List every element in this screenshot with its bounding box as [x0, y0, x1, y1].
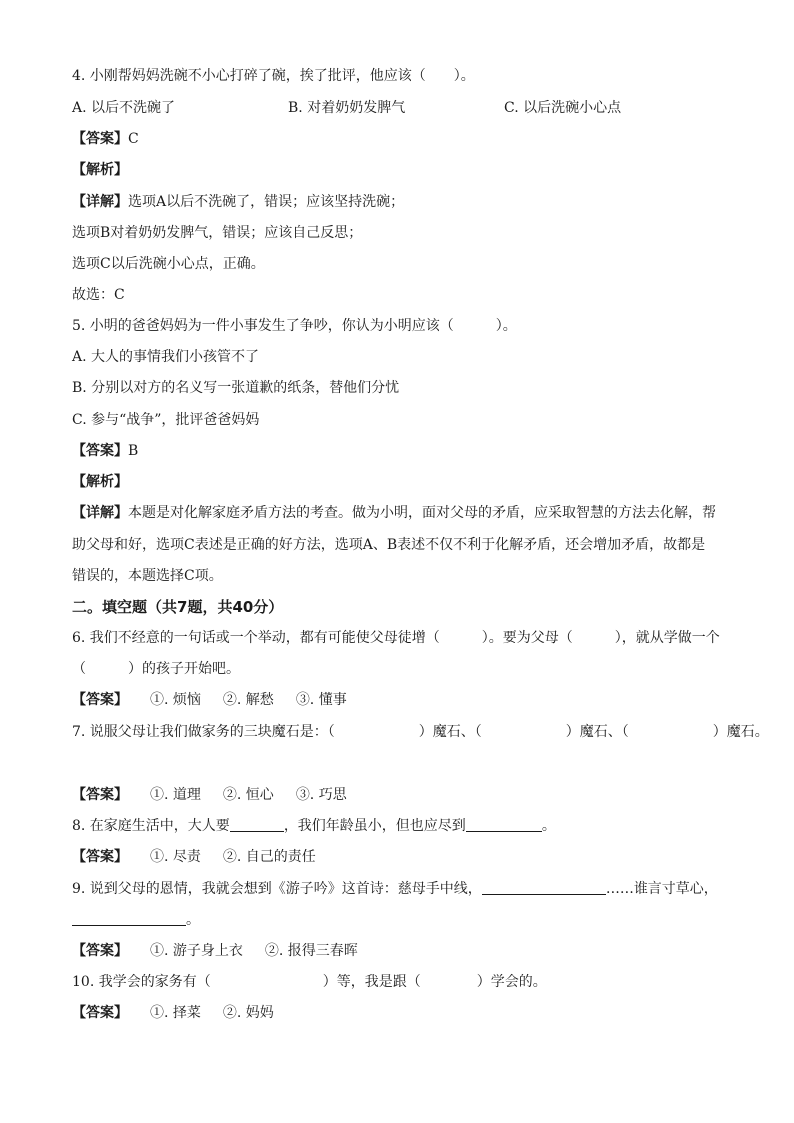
- q10-answer-2: ②. 妈妈: [222, 1005, 274, 1021]
- q9-stem-line-2: [72, 910, 200, 930]
- q4-stem: 4. 小刚帮妈妈洗碗不小心打碎了碗，挨了批评，他应该（ ）。: [72, 68, 475, 84]
- q5-detail-line-1: [72, 503, 716, 523]
- q9-stem-b: ……谁言寸草心，: [605, 881, 718, 897]
- q4-option-c: C. 以后洗碗小心点: [504, 100, 622, 116]
- q4-conclusion: 故选：C: [72, 287, 125, 303]
- answer-tag: 【答案】: [72, 943, 128, 959]
- q10-answer-line: [72, 1003, 274, 1023]
- answer-tag: 【答案】: [72, 787, 128, 803]
- q4-detail-line-1: [72, 192, 404, 212]
- q4-option-b: B. 对着奶奶发脾气: [288, 100, 406, 116]
- q7-answer-2: ②. 恒心: [222, 787, 274, 803]
- q6-line-1: 6. 我们不经意的一句话或一个举动，都有可能使父母徒增（ ）。要为父母（ ），就从学做一个: [72, 630, 720, 646]
- answer-tag: 【答案】: [72, 1005, 128, 1021]
- answer-tag: 【答案】: [72, 849, 128, 865]
- q8-stem-line: [72, 816, 556, 836]
- q8-answer-line: [72, 847, 316, 867]
- detail-tag: 【详解】: [72, 194, 128, 210]
- q5-detail-2: 助父母和好，选项C表述是正确的好方法，选项A、B表述不仅不利于化解矛盾，还会增加矛盾，故都是: [72, 537, 706, 553]
- section-heading: 二。填空题（共7题，共40分）: [72, 598, 284, 616]
- q9-answer-1: ①. 游子身上衣: [150, 943, 243, 959]
- q5-stem: 5. 小明的爸爸妈妈为一件小事发生了争吵，你认为小明应该（ ）。: [72, 318, 517, 334]
- q5-detail-3: 错误的，本题选择C项。: [72, 568, 223, 584]
- q8-blank-2[interactable]: [466, 817, 542, 832]
- answer-tag: 【答案】: [72, 443, 128, 459]
- q9-stem-line-1: [72, 879, 718, 899]
- q9-blank-1[interactable]: [482, 880, 606, 895]
- q9-answer-2: ②. 报得三春晖: [264, 943, 358, 959]
- q6-answer-1: ①. 烦恼: [150, 692, 201, 708]
- q8-answer-1: ①. 尽责: [150, 849, 201, 865]
- q7-answer-1: ①. 道理: [150, 787, 201, 803]
- q4-option-a: A. 以后不洗碗了: [72, 100, 176, 116]
- q8-stem-b: ，我们年龄虽小，但也应尽到: [283, 818, 466, 834]
- q5-answer: B: [128, 443, 139, 459]
- q4-detail-2: 选项B对着奶奶发脾气，错误；应该自己反思；: [72, 225, 363, 241]
- q9-stem-c: 。: [186, 912, 200, 928]
- q7-answer-line: [72, 785, 347, 805]
- q10-answer-1: ①. 择菜: [150, 1005, 201, 1021]
- q6-answer-3: ③. 懂事: [295, 692, 347, 708]
- q9-blank-2[interactable]: [72, 911, 186, 926]
- q5-analysis-tag: 【解析】: [72, 474, 128, 490]
- q6-line-2: （ ）的孩子开始吧。: [72, 661, 240, 677]
- q8-blank-1[interactable]: [230, 817, 284, 832]
- answer-tag: 【答案】: [72, 131, 128, 147]
- q7-answer-3: ③. 巧思: [295, 787, 347, 803]
- q5-option-b: B. 分别以对方的名义写一张道歉的纸条，替他们分忧: [72, 380, 400, 396]
- q7-stem: 7. 说服父母让我们做家务的三块魔石是：（ ）魔石、（ ）魔石、（ ）魔石。: [72, 724, 769, 740]
- q8-answer-2: ②. 自己的责任: [222, 849, 316, 865]
- q4-analysis-tag: 【解析】: [72, 162, 128, 178]
- answer-tag: 【答案】: [72, 692, 128, 708]
- q4-answer: C: [128, 131, 139, 147]
- q5-detail-1: 本题是对化解家庭矛盾方法的考查。做为小明，面对父母的矛盾，应采取智慧的方法去化解，帮: [128, 505, 716, 521]
- q4-answer-line: [72, 129, 139, 149]
- q8-stem-a: 8. 在家庭生活中，大人要: [72, 818, 230, 834]
- q4-detail-1: 选项A以后不洗碗了，错误；应该坚持洗碗；: [128, 194, 405, 210]
- q5-option-a: A. 大人的事情我们小孩管不了: [72, 349, 260, 365]
- q6-answer-line: [72, 690, 347, 710]
- q10-stem: 10. 我学会的家务有（ ）等，我是跟（ ）学会的。: [72, 974, 547, 990]
- q5-answer-line: [72, 441, 138, 461]
- q9-answer-line: [72, 941, 358, 961]
- detail-tag: 【详解】: [72, 505, 128, 521]
- q8-stem-c: 。: [541, 818, 556, 834]
- q6-answer-2: ②. 解愁: [222, 692, 274, 708]
- q4-detail-3: 选项C以后洗碗小心点，正确。: [72, 256, 265, 272]
- q9-stem-a: 9. 说到父母的恩情，我就会想到《游子吟》这首诗：慈母手中线，: [72, 881, 482, 897]
- q5-option-c: C. 参与“战争”，批评爸爸妈妈: [72, 412, 260, 428]
